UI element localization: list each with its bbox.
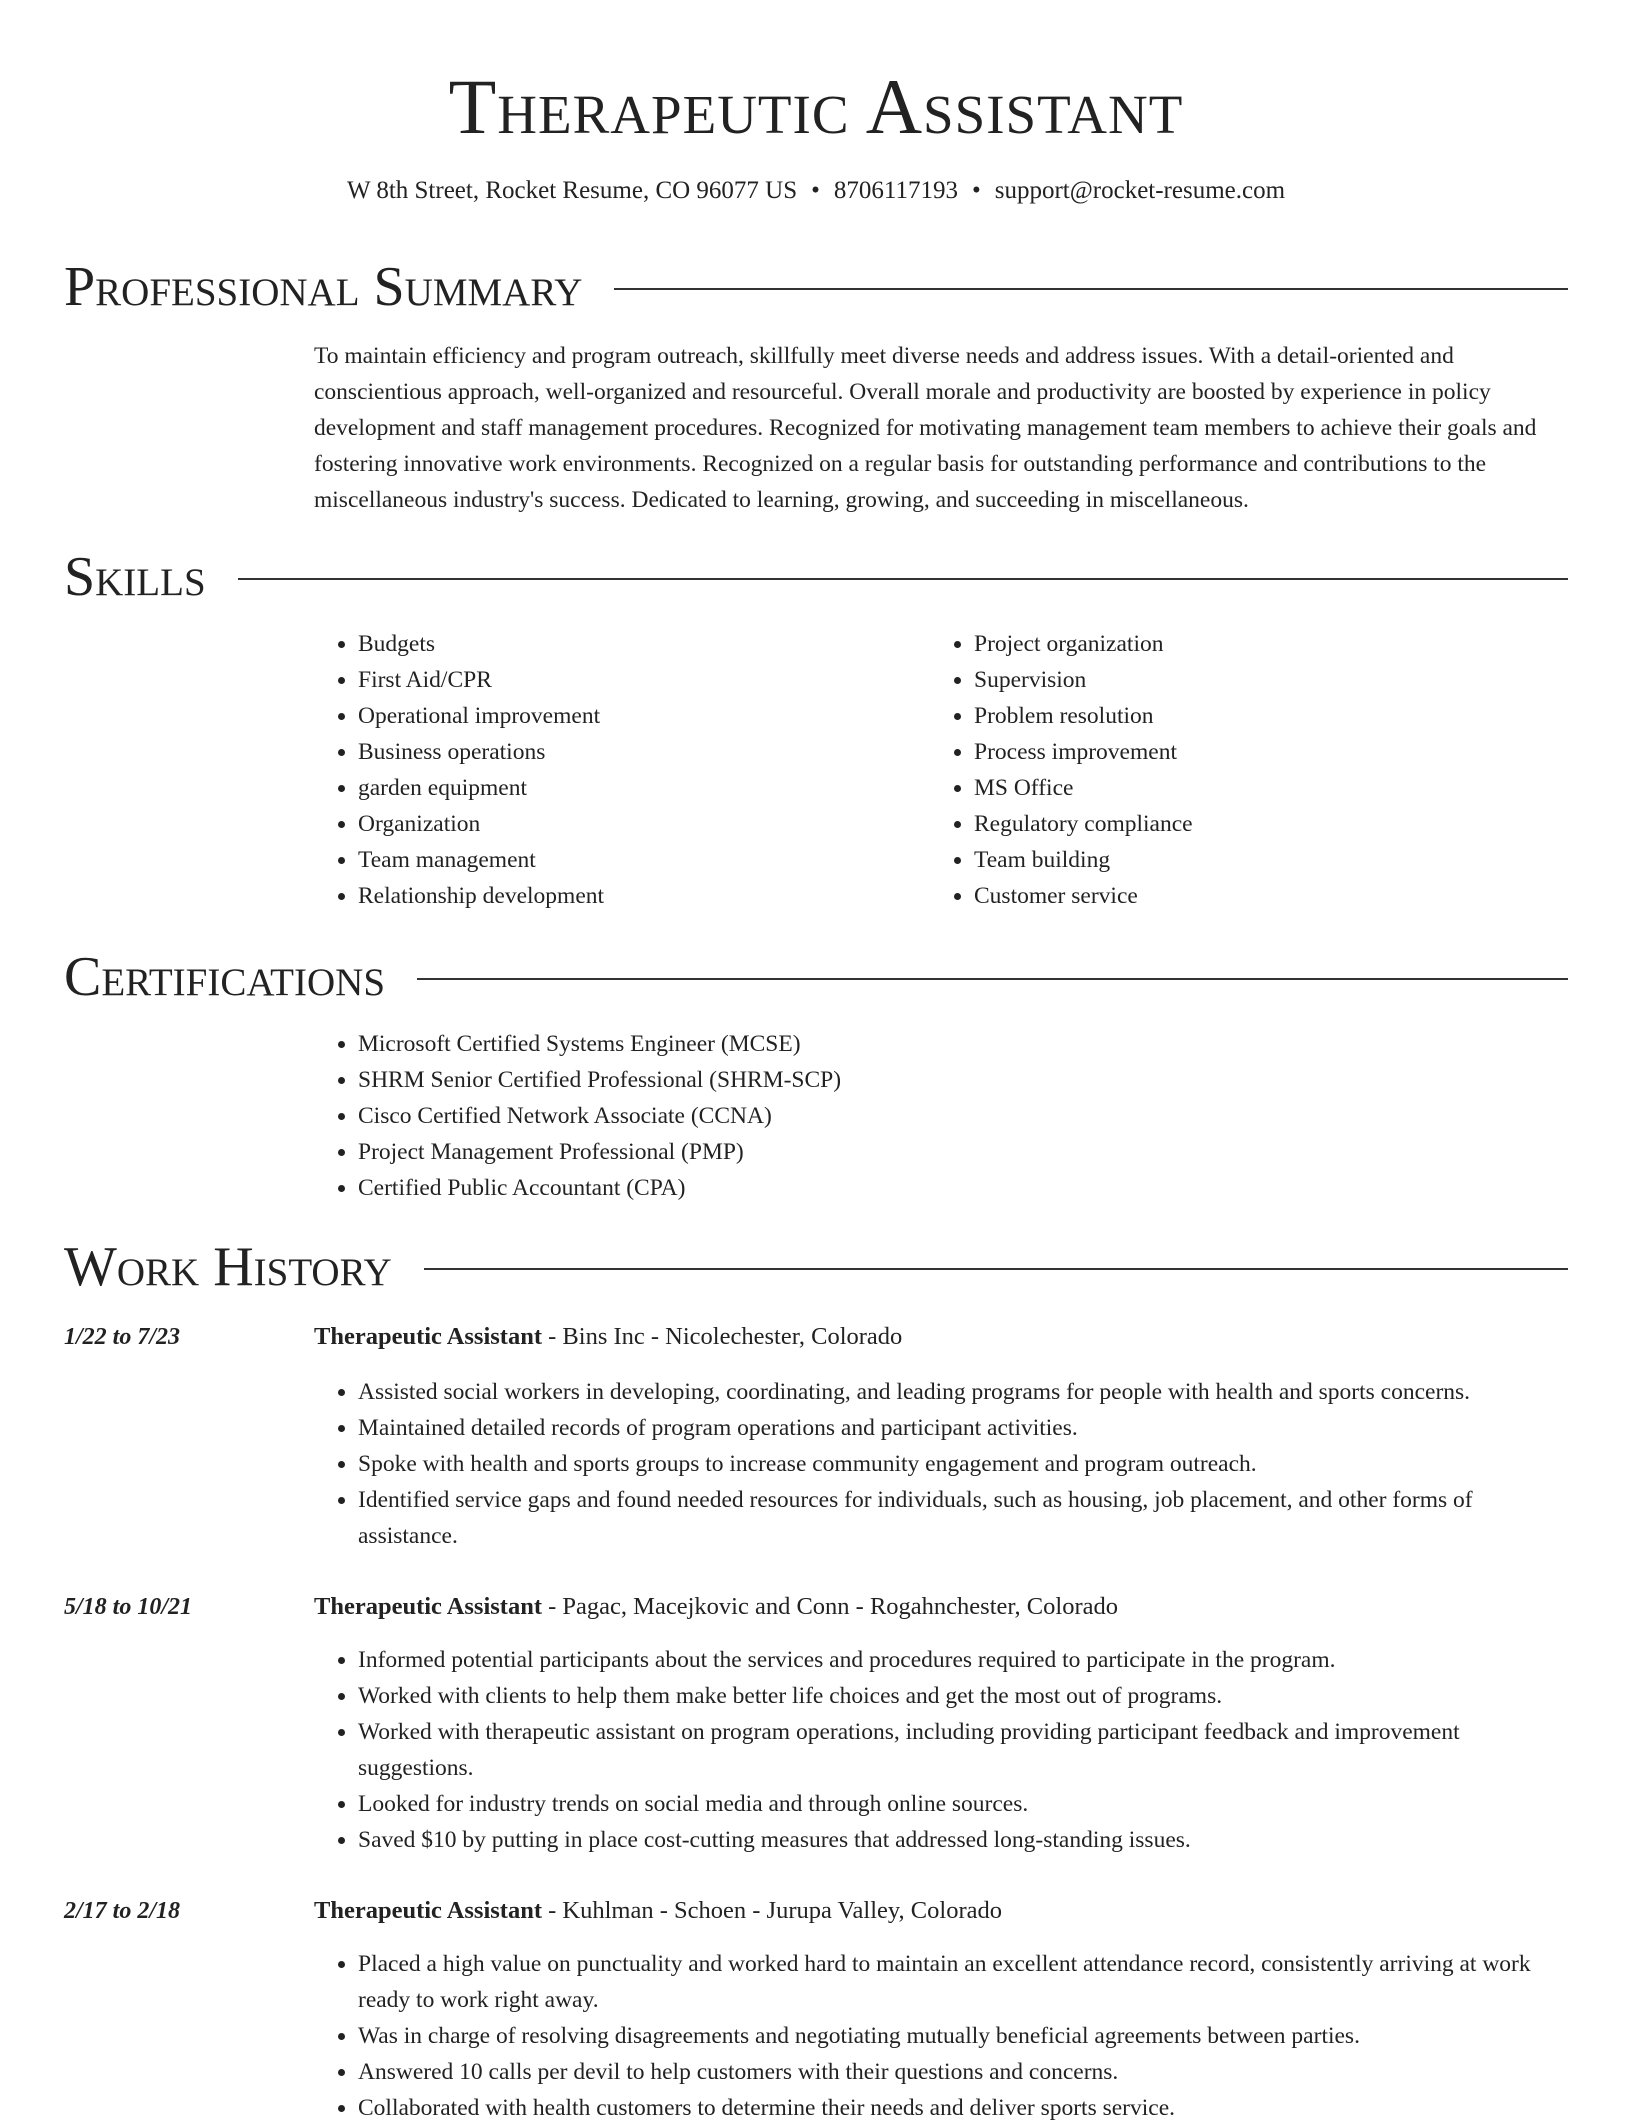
contact-separator: •: [971, 177, 981, 204]
skill-item: • Customer service: [974, 878, 1570, 914]
contact-line: [0, 174, 1632, 208]
skill-item: • Team management: [358, 842, 914, 878]
certification-item: • Certified Public Accountant (CPA): [358, 1170, 1570, 1206]
certification-item: • SHRM Senior Certified Professional (SHRM-SCP): [358, 1062, 1570, 1098]
job-role: Therapeutic Assistant: [314, 1323, 543, 1350]
job-dates: 2/17 to 2/18: [64, 1898, 181, 1924]
job-details: - Kuhlman - Schoen - Jurupa Valley, Colorado: [542, 1897, 1002, 1924]
summary-title: Professional Summary: [64, 256, 583, 318]
skill-item: • Process improvement: [974, 734, 1570, 770]
certifications-title: Certifications: [64, 946, 386, 1008]
job-bullet: • Saved $10 by putting in place cost-cutting measures that addressed long-standing issues.: [358, 1822, 1570, 1858]
skills-column-right: [930, 626, 1570, 914]
section-divider: [424, 1268, 1568, 1270]
job-role: Therapeutic Assistant: [314, 1593, 543, 1620]
skill-item: • Supervision: [974, 662, 1570, 698]
job-heading: [314, 1320, 1570, 1354]
skill-item: • Operational improvement: [358, 698, 914, 734]
summary-section-header: [64, 254, 1568, 320]
skill-item: • Team building: [974, 842, 1570, 878]
skill-item: • Project organization: [974, 626, 1570, 662]
skill-item: • Business operations: [358, 734, 914, 770]
skill-item: • Relationship development: [358, 878, 914, 914]
job-details: - Pagac, Macejkovic and Conn - Rogahnchester, Colorado: [542, 1593, 1118, 1620]
skills-title: Skills: [64, 546, 206, 608]
certification-item: • Cisco Certified Network Associate (CCNA): [358, 1098, 1570, 1134]
job-bullet: • Answered 10 calls per devil to help customers with their questions and concerns.: [358, 2054, 1570, 2090]
job-heading: [314, 1894, 1570, 1928]
skills-section-header: [64, 544, 1568, 610]
skill-item: • Problem resolution: [974, 698, 1570, 734]
job-bullet: • Spoke with health and sports groups to increase community engagement and program outreach.: [358, 1446, 1570, 1482]
certifications-section-header: [64, 944, 1568, 1010]
job-bullets: [314, 1374, 1570, 1554]
contact-phone: 8706117193: [833, 177, 958, 204]
skills-column-left: [314, 626, 914, 914]
job-bullet: • Was in charge of resolving disagreements and negotiating mutually beneficial agreements between parties.: [358, 2018, 1570, 2054]
section-divider: [238, 578, 1568, 580]
job-bullet: • Assisted social workers in developing, coordinating, and leading programs for people with health and sports concerns.: [358, 1374, 1570, 1410]
contact-address: W 8th Street, Rocket Resume, CO 96077 US: [346, 177, 798, 204]
job-bullet: • Worked with therapeutic assistant on program operations, including providing participant feedback and improvement suggestions.: [358, 1714, 1570, 1786]
section-divider: [614, 288, 1568, 290]
job-bullet: • Placed a high value on punctuality and worked hard to maintain an excellent attendance record, consistently arriving at work ready to work right away.: [358, 1946, 1570, 2018]
certifications-list: [314, 1026, 1570, 1206]
job-details: - Bins Inc - Nicolechester, Colorado: [542, 1323, 903, 1350]
skill-item: • Budgets: [358, 626, 914, 662]
certification-item: • Microsoft Certified Systems Engineer (MCSE): [358, 1026, 1570, 1062]
job-bullet: • Maintained detailed records of program operations and participant activities.: [358, 1410, 1570, 1446]
job-bullets: [314, 1946, 1570, 2126]
skill-item: • First Aid/CPR: [358, 662, 914, 698]
section-divider: [417, 978, 1568, 980]
skill-item: • MS Office: [974, 770, 1570, 806]
job-bullet: • Worked with clients to help them make better life choices and get the most out of programs.: [358, 1678, 1570, 1714]
job-bullet: • Collaborated with health customers to determine their needs and deliver sports service.: [358, 2090, 1570, 2126]
summary-text: To maintain efficiency and program outreach, skillfully meet diverse needs and address issues. With a detail-oriented and conscientious approach, well-organized and resourceful. Overall morale and productivity are boosted by experience in policy development and staff management procedures. Recognized for motivating management team members to achieve their goals and fostering innovative work environments. Recognized on a regular basis for outstanding performance and contributions to the miscellaneous industry's success. Dedicated to learning, growing, and succeeding in miscellaneous.: [314, 343, 1537, 513]
certification-item: • Project Management Professional (PMP): [358, 1134, 1570, 1170]
contact-email: support@rocket-resume.com: [994, 177, 1286, 204]
job-dates: 5/18 to 10/21: [64, 1594, 193, 1620]
skill-item: • Organization: [358, 806, 914, 842]
work-section-header: [64, 1234, 1568, 1300]
job-bullet: • Informed potential participants about the services and procedures required to participate in the program.: [358, 1642, 1570, 1678]
job-bullet: • Identified service gaps and found needed resources for individuals, such as housing, job placement, and other forms of assistance.: [358, 1482, 1570, 1554]
job-heading: [314, 1590, 1570, 1624]
skill-item: • Regulatory compliance: [974, 806, 1570, 842]
work-title: Work History: [64, 1236, 392, 1298]
candidate-name: Therapeutic Assistant: [448, 63, 1184, 150]
job-bullets: [314, 1642, 1570, 1858]
job-dates: 1/22 to 7/23: [64, 1324, 181, 1350]
skill-item: • garden equipment: [358, 770, 914, 806]
job-role: Therapeutic Assistant: [314, 1897, 543, 1924]
job-bullet: • Looked for industry trends on social media and through online sources.: [358, 1786, 1570, 1822]
contact-separator: •: [811, 177, 820, 204]
